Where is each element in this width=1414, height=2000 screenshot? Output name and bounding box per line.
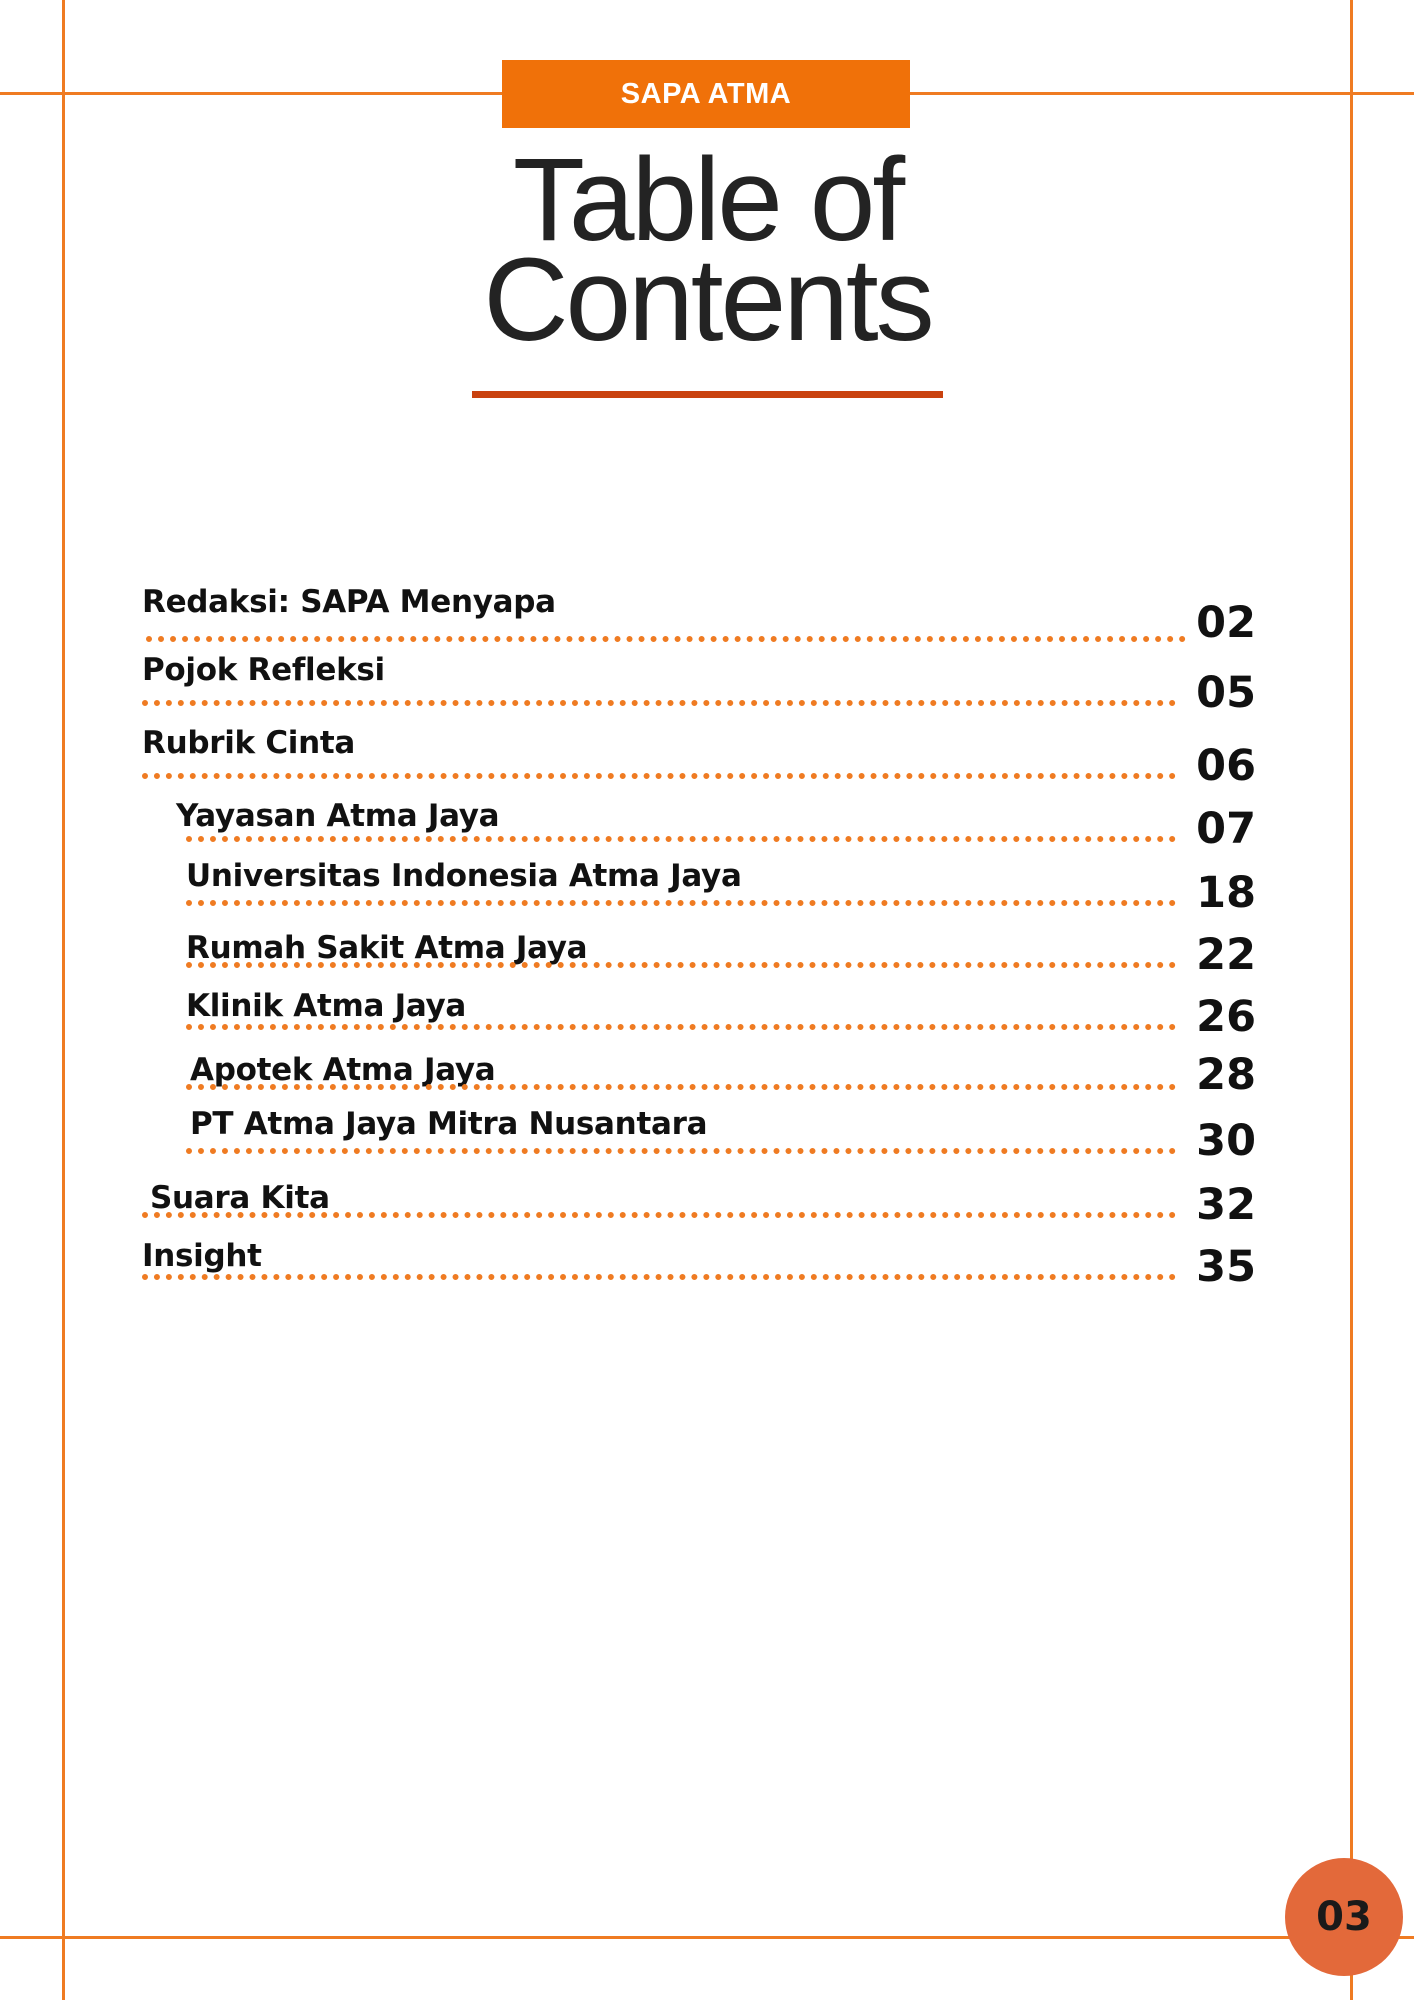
brand-banner: SAPA ATMA — [502, 60, 910, 128]
toc-entry-redaksi[interactable] — [142, 582, 1256, 648]
toc-dot-leader — [142, 773, 1176, 779]
toc-entry-label: Klinik Atma Jaya — [186, 988, 467, 1024]
frame-line-bottom — [0, 1936, 1414, 1939]
frame-line-left — [62, 0, 65, 2000]
toc-dot-leader — [186, 1148, 1176, 1154]
toc-entry-page: 35 — [1196, 1242, 1256, 1292]
toc-entry-label: PT Atma Jaya Mitra Nusantara — [190, 1106, 708, 1142]
toc-dot-leader — [186, 836, 1176, 842]
page-title-line-2: Contents — [483, 234, 932, 366]
toc-entry-page: 18 — [1196, 868, 1256, 918]
page-title-line-1: Table of — [512, 134, 903, 266]
toc-dot-leader — [142, 1274, 1176, 1280]
frame-line-right — [1350, 0, 1353, 2000]
toc-entry-universitas[interactable] — [186, 846, 1256, 918]
toc-entry-yayasan[interactable] — [176, 782, 1256, 854]
toc-dot-leader — [186, 962, 1176, 968]
toc-entry-pt-mitra[interactable] — [186, 1094, 1256, 1166]
toc-entry-page: 07 — [1196, 804, 1256, 854]
page-number-badge: 03 — [1285, 1858, 1403, 1976]
toc-entry-page: 22 — [1196, 930, 1256, 980]
toc-entry-label: Universitas Indonesia Atma Jaya — [186, 858, 742, 894]
toc-entry-label: Pojok Refleksi — [142, 652, 385, 688]
toc-entry-page: 06 — [1196, 741, 1256, 791]
toc-dot-leader — [186, 1084, 1176, 1090]
toc-entry-rubrik-cinta[interactable] — [142, 719, 1256, 791]
toc-entry-pojok-refleksi[interactable] — [142, 646, 1256, 718]
toc-dot-leader — [142, 700, 1176, 706]
toc-entry-label: Insight — [142, 1238, 262, 1274]
toc-entry-label: Redaksi: SAPA Menyapa — [142, 584, 556, 620]
title-underline — [472, 391, 943, 398]
toc-entry-label: Apotek Atma Jaya — [190, 1052, 496, 1088]
toc-entry-klinik[interactable] — [186, 970, 1256, 1042]
toc-entry-label: Rumah Sakit Atma Jaya — [186, 930, 588, 966]
toc-entry-label: Yayasan Atma Jaya — [176, 798, 500, 834]
toc-dot-leader — [186, 900, 1176, 906]
toc-entry-page: 05 — [1196, 668, 1256, 718]
toc-entry-label: Suara Kita — [150, 1180, 330, 1216]
toc-entry-page: 30 — [1196, 1116, 1256, 1166]
toc-entry-insight[interactable] — [142, 1220, 1256, 1292]
toc-entry-label: Rubrik Cinta — [142, 725, 356, 761]
page-title — [380, 134, 1035, 366]
toc-entry-page: 28 — [1196, 1050, 1256, 1100]
toc-dot-leader — [142, 1212, 1176, 1218]
toc-entry-page: 26 — [1196, 992, 1256, 1042]
toc-entry-suara-kita[interactable] — [142, 1158, 1256, 1230]
toc-dot-leader — [146, 636, 1186, 642]
toc-entry-rumah-sakit[interactable] — [186, 908, 1256, 980]
toc-entry-apotek[interactable] — [186, 1030, 1256, 1100]
toc-entry-page: 32 — [1196, 1180, 1256, 1230]
toc-entry-page: 02 — [1196, 598, 1256, 648]
